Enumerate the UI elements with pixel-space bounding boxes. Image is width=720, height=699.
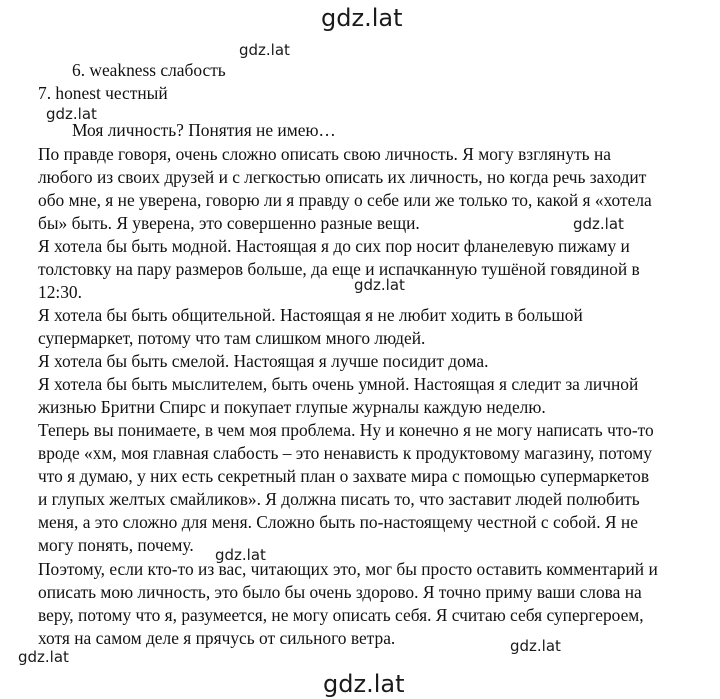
watermark: gdz.lat [573, 215, 624, 233]
essay-line: Я хотела бы быть смелой. Настоящая я лучше посидит дома. [38, 351, 489, 371]
essay-title: Моя личность? Понятия не имею… [72, 120, 336, 140]
watermark: gdz.lat [239, 41, 290, 59]
essay-line: жизнью Бритни Спирс и покупает глупые журналы каждую неделю. [38, 397, 546, 417]
essay-line: 12:30. [38, 282, 82, 302]
essay-line: По правде говоря, очень сложно описать свою личность. Я могу взглянуть на [38, 144, 611, 164]
essay-line: супермаркет, потому что там слишком много людей. [38, 328, 426, 348]
essay-line: хотя на самом деле я прячусь от сильного ветра. [38, 628, 396, 648]
watermark: gdz.lat [46, 105, 97, 123]
essay-line: могу понять, почему. [38, 535, 194, 555]
watermark: gdz.lat [510, 637, 561, 655]
list-item-honest: 7. honest честный [38, 83, 168, 103]
watermark-top: gdz.lat [321, 4, 403, 32]
essay-line: бы» быть. Я уверена, это совершенно разные вещи. [38, 213, 420, 233]
essay-line: вроде «хм, моя главная слабость – это ненависть к продуктовому магазину, потому [38, 443, 652, 463]
essay-line: Я хотела бы быть общительной. Настоящая я не любит ходить в большой [38, 305, 583, 325]
watermark-bottom: gdz.lat [323, 670, 405, 698]
watermark: gdz.lat [18, 648, 69, 666]
watermark: gdz.lat [215, 546, 266, 564]
essay-line: Теперь вы понимаете, в чем моя проблема. Ну и конечно я не могу написать что-то [38, 420, 654, 440]
essay-line: Я хотела бы быть модной. Настоящая я до сих пор носит фланелевую пижаму и [38, 236, 630, 256]
essay-line: веру, потому что я, разумеется, не могу описать себя. Я считаю себя супергероем, [38, 605, 644, 625]
essay-line: Поэтому, если кто-то из вас, читающих это, мог бы просто оставить комментарий и [38, 559, 658, 579]
essay-line: и глупых желтых смайликов». Я должна писать то, что заставит людей полюбить [38, 489, 640, 509]
watermark: gdz.lat [354, 276, 405, 294]
essay-line: обо мне, я не уверена, говорю ли я правду о себе или же только то, какой я «хотела [38, 190, 652, 210]
essay-line: что я думаю, у них есть секретный план о захвате мира с помощью супермаркетов [38, 466, 650, 486]
essay-line: меня, а это сложно для меня. Сложно быть по-настоящему честной с собой. Я не [38, 512, 638, 532]
essay-line: Я хотела бы быть мыслителем, быть очень умной. Настоящая я следит за личной [38, 374, 639, 394]
list-item-weakness: 6. weakness слабость [72, 60, 226, 80]
essay-line: толстовку на пару размеров больше, да еще и испачканную тушёной говядиной в [38, 259, 640, 279]
essay-line: любого из своих друзей и с легкостью описать их личность, но когда речь заходит [38, 167, 647, 187]
essay-line: описать мою личность, это было бы очень здорово. Я точно приму ваши слова на [38, 582, 642, 602]
